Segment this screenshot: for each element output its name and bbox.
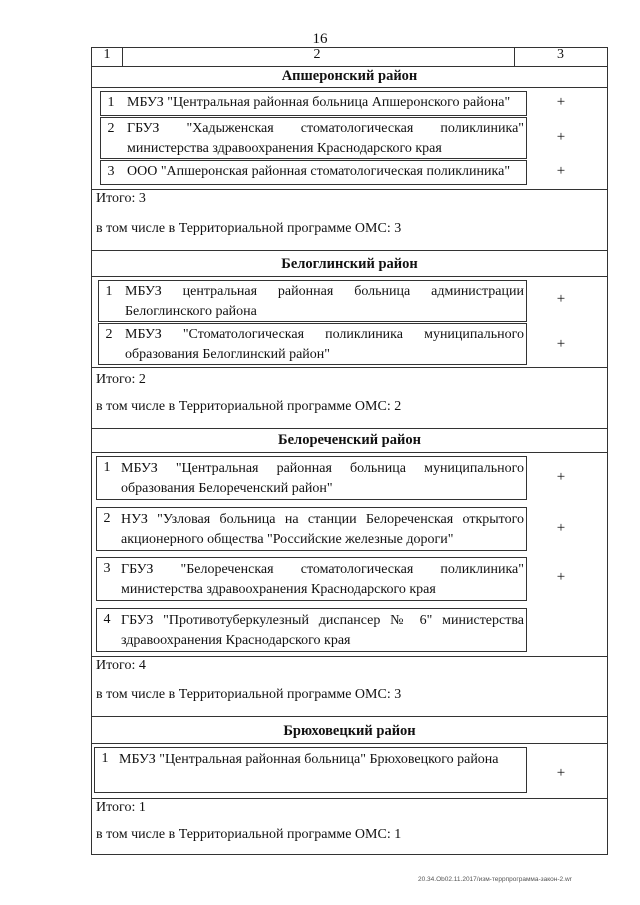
section-oms-total: в том числе в Территориальной программе ОМС: 3	[96, 687, 402, 702]
row-divider	[92, 189, 607, 190]
section-total: Итого: 4	[96, 658, 146, 673]
row-mark: +	[556, 520, 566, 536]
row-name: МБУЗ "Центральная районная больница муниципального образования Белореченский район"	[121, 461, 524, 496]
row-mark: +	[556, 336, 566, 352]
header-col-3: 3	[557, 47, 564, 62]
row-number: 3	[103, 561, 111, 576]
section-divider	[92, 276, 607, 277]
row-number: 2	[105, 327, 113, 342]
row-number: 4	[103, 612, 111, 627]
row-name: ООО "Апшеронская районная стоматологическая поликлиника"	[127, 164, 511, 179]
row-mark: +	[556, 469, 566, 485]
table-row	[98, 280, 527, 322]
row-mark: +	[556, 569, 566, 585]
row-mark: +	[556, 291, 566, 307]
row-name: МБУЗ "Центральная районная больница" Брюховецкого района	[119, 752, 499, 767]
header-col-1: 1	[103, 47, 111, 62]
section-divider	[92, 428, 607, 429]
header-col-2: 2	[313, 47, 321, 62]
row-name: ГБУЗ "Противотуберкулезный диспансер № 6" министерства здравоохранения Краснодарского края	[121, 613, 524, 648]
row-divider	[92, 367, 607, 368]
row-name: МБУЗ центральная районная больница администрации Белоглинского района	[125, 284, 524, 319]
row-divider	[92, 656, 607, 657]
row-name: НУЗ "Узловая больница на станции Белореченская открытого акционерного общества "Российские железные дороги"	[121, 512, 524, 547]
section-oms-total: в том числе в Территориальной программе ОМС: 1	[96, 827, 402, 842]
section-title: Белоглинский район	[281, 256, 418, 272]
section-total: Итого: 3	[96, 191, 146, 206]
section-oms-total: в том числе в Территориальной программе ОМС: 2	[96, 399, 402, 414]
section-oms-total: в том числе в Территориальной программе ОМС: 3	[96, 221, 402, 236]
header-bottom-border	[92, 66, 607, 67]
row-number: 2	[107, 121, 115, 136]
table-row	[100, 160, 527, 185]
page-number: 16	[312, 31, 328, 47]
row-name: ГБУЗ "Белореченская стоматологическая поликлиника" министерства здравоохранения Краснодарского края	[121, 562, 524, 597]
section-title: Брюховецкий район	[283, 723, 416, 739]
row-number: 1	[103, 460, 111, 475]
document-table	[91, 47, 608, 855]
table-row	[100, 91, 527, 116]
row-number: 1	[101, 751, 109, 766]
section-divider	[92, 250, 607, 251]
row-name: ГБУЗ "Хадыженская стоматологическая поликлиника" министерства здравоохранения Краснодарского края	[127, 121, 524, 156]
row-number: 1	[105, 284, 113, 299]
row-number: 2	[103, 511, 111, 526]
section-title: Белореченский район	[278, 432, 421, 448]
section-total: Итого: 1	[96, 800, 146, 815]
row-number: 3	[107, 164, 115, 179]
table-row	[96, 507, 527, 551]
row-mark: +	[556, 94, 566, 110]
row-mark: +	[556, 163, 566, 179]
row-divider	[92, 798, 607, 799]
section-total: Итого: 2	[96, 372, 146, 387]
row-name: МБУЗ "Центральная районная больница Апшеронского района"	[127, 95, 511, 110]
row-name: МБУЗ "Стоматологическая поликлиника муниципального образования Белоглинский район"	[125, 327, 524, 362]
section-title: Апшеронский район	[281, 68, 418, 84]
table-row	[94, 747, 527, 793]
table-row	[100, 117, 527, 159]
table-row	[98, 323, 527, 365]
section-divider	[92, 87, 607, 88]
table-row	[96, 557, 527, 601]
table-bottom-border	[92, 854, 607, 855]
section-divider	[92, 716, 607, 717]
row-mark: +	[556, 129, 566, 145]
section-divider	[92, 743, 607, 744]
table-row	[96, 608, 527, 652]
row-number: 1	[107, 95, 115, 110]
table-row	[96, 456, 527, 500]
section-divider	[92, 452, 607, 453]
footer-stamp: 20.34.Ob02.11.2017/изм-террпрограмма-закон-2.wr	[418, 876, 572, 883]
row-mark: +	[556, 765, 566, 781]
